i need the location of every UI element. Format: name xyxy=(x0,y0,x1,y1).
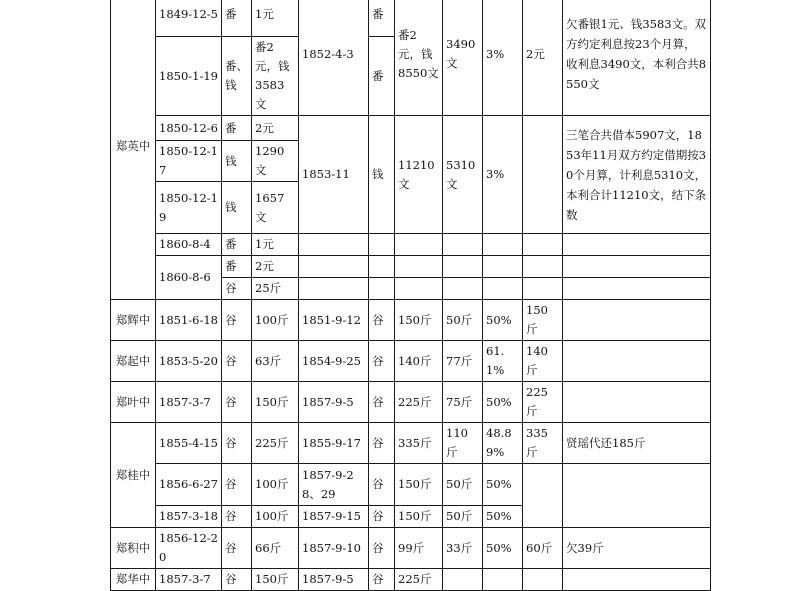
empty-cell xyxy=(483,234,523,256)
empty-cell xyxy=(299,234,369,256)
borrower-name: 郑桂中 xyxy=(111,423,156,528)
loan-amount: 225斤 xyxy=(252,423,299,464)
repay-total: 番2元，钱8550文 xyxy=(395,0,443,116)
paid: 150斤 xyxy=(523,300,563,341)
loan-date: 1860-8-4 xyxy=(156,234,222,256)
loan-amount: 2元 xyxy=(252,256,299,278)
note: 欠39斤 xyxy=(563,528,711,569)
loan-amount: 100斤 xyxy=(252,506,299,528)
loan-amount: 1元 xyxy=(252,234,299,256)
rate: 50% xyxy=(483,382,523,423)
loan-type: 谷 xyxy=(222,528,252,569)
interest: 75斤 xyxy=(443,382,483,423)
loan-amount: 63斤 xyxy=(252,341,299,382)
table-row xyxy=(111,528,711,569)
empty-cell xyxy=(395,234,443,256)
rate: 61.1% xyxy=(483,341,523,382)
table-row xyxy=(111,300,711,341)
table-row xyxy=(111,0,711,37)
interest: 77斤 xyxy=(443,341,483,382)
empty-cell xyxy=(369,234,395,256)
loan-date: 1850-1-19 xyxy=(156,37,222,116)
paid: 225斤 xyxy=(523,382,563,423)
loan-date: 1850-12-19 xyxy=(156,182,222,234)
note xyxy=(563,569,711,591)
repay-date: 1857-9-10 xyxy=(299,528,369,569)
table-row xyxy=(111,423,711,464)
empty-cell xyxy=(369,256,395,278)
interest-total: 2元 xyxy=(523,0,563,116)
note: 贤瑶代还185斤 xyxy=(563,423,711,464)
empty-cell xyxy=(443,256,483,278)
loan-date: 1850-12-17 xyxy=(156,141,222,182)
rate: 3% xyxy=(483,116,523,234)
table-row xyxy=(111,341,711,382)
borrower-name: 郑华中 xyxy=(111,569,156,591)
loan-date: 1851-6-18 xyxy=(156,300,222,341)
note xyxy=(563,382,711,423)
interest-total xyxy=(523,116,563,234)
paid: 60斤 xyxy=(523,528,563,569)
loan-date: 1857-3-7 xyxy=(156,382,222,423)
interest: 50斤 xyxy=(443,300,483,341)
empty-cell xyxy=(483,278,523,300)
borrower-name: 郑辉中 xyxy=(111,300,156,341)
loan-type: 谷 xyxy=(222,569,252,591)
loan-date: 1853-5-20 xyxy=(156,341,222,382)
interest xyxy=(443,569,483,591)
empty-cell xyxy=(369,278,395,300)
interest: 50斤 xyxy=(443,506,483,528)
note: 欠番银1元、钱3583文。双方约定利息按23个月算，收利息3490文，本利合共8550文 xyxy=(563,0,711,116)
borrower-name: 郑起中 xyxy=(111,341,156,382)
table-row xyxy=(111,569,711,591)
repay-date: 1857-9-5 xyxy=(299,569,369,591)
borrower-name: 郑积中 xyxy=(111,528,156,569)
paid: 335斤 xyxy=(523,423,563,464)
repay-date: 1857-9-5 xyxy=(299,382,369,423)
loan-date: 1855-4-15 xyxy=(156,423,222,464)
loan-type: 番 xyxy=(222,0,252,37)
note: 三笔合共借本5907文，1853年11月双方约定借期按30个月算，计利息5310文，本利合计11210文，结下条数 xyxy=(563,116,711,234)
loan-amount: 2元 xyxy=(252,116,299,141)
loan-type: 番、钱 xyxy=(222,37,252,116)
loan-type: 谷 xyxy=(222,506,252,528)
empty-cell xyxy=(563,278,711,300)
loan-type: 谷 xyxy=(222,300,252,341)
empty-cell xyxy=(443,234,483,256)
loan-date: 1856-12-20 xyxy=(156,528,222,569)
repay-date: 1855-9-17 xyxy=(299,423,369,464)
table-row xyxy=(111,116,711,141)
rate: 3% xyxy=(483,0,523,116)
borrower-name: 郑英中 xyxy=(111,0,156,300)
repay-date: 1857-9-15 xyxy=(299,506,369,528)
loan-date: 1849-12-5 xyxy=(156,0,222,37)
repay-date: 1857-9-28、29 xyxy=(299,464,369,506)
empty-cell xyxy=(395,256,443,278)
repay-type: 谷 xyxy=(369,506,395,528)
interest: 3490文 xyxy=(443,0,483,116)
loan-amount: 1657文 xyxy=(252,182,299,234)
table-row xyxy=(111,464,711,506)
empty-cell xyxy=(523,278,563,300)
rate: 50% xyxy=(483,506,523,528)
note xyxy=(563,464,711,528)
table-row xyxy=(111,382,711,423)
repay-date: 1854-9-25 xyxy=(299,341,369,382)
loan-type: 番 xyxy=(222,234,252,256)
loan-amount: 1290文 xyxy=(252,141,299,182)
note xyxy=(563,300,711,341)
repay-total: 99斤 xyxy=(395,528,443,569)
loan-type: 钱 xyxy=(222,182,252,234)
interest: 5310文 xyxy=(443,116,483,234)
empty-cell xyxy=(443,278,483,300)
borrower-name: 郑叶中 xyxy=(111,382,156,423)
repay-type: 谷 xyxy=(369,382,395,423)
loan-amount: 1元 xyxy=(252,0,299,37)
repay-total: 150斤 xyxy=(395,464,443,506)
repay-total: 335斤 xyxy=(395,423,443,464)
rate xyxy=(483,569,523,591)
repay-type: 谷 xyxy=(369,341,395,382)
repay-total: 11210文 xyxy=(395,116,443,234)
loan-amount: 番2元，钱3583文 xyxy=(252,37,299,116)
rate: 50% xyxy=(483,300,523,341)
loan-type: 谷 xyxy=(222,423,252,464)
loan-date: 1857-3-18 xyxy=(156,506,222,528)
loan-type: 谷 xyxy=(222,382,252,423)
loan-amount: 100斤 xyxy=(252,300,299,341)
empty-cell xyxy=(523,256,563,278)
empty-cell xyxy=(395,278,443,300)
loan-date: 1857-3-7 xyxy=(156,569,222,591)
loan-type: 谷 xyxy=(222,464,252,506)
loan-type: 番 xyxy=(222,116,252,141)
loan-amount: 100斤 xyxy=(252,464,299,506)
repay-type: 钱 xyxy=(369,116,395,234)
repay-type: 谷 xyxy=(369,300,395,341)
empty-cell xyxy=(563,234,711,256)
loan-date: 1856-6-27 xyxy=(156,464,222,506)
loan-date: 1850-12-6 xyxy=(156,116,222,141)
repay-total: 225斤 xyxy=(395,569,443,591)
rate: 50% xyxy=(483,528,523,569)
interest: 110斤 xyxy=(443,423,483,464)
loan-type: 谷 xyxy=(222,278,252,300)
loan-type: 钱 xyxy=(222,141,252,182)
interest: 50斤 xyxy=(443,464,483,506)
loan-amount: 150斤 xyxy=(252,569,299,591)
interest: 33斤 xyxy=(443,528,483,569)
repay-date: 1852-4-3 xyxy=(299,0,369,116)
paid xyxy=(523,569,563,591)
empty-cell xyxy=(483,256,523,278)
table-row xyxy=(111,234,711,256)
loan-date: 1860-8-6 xyxy=(156,256,222,300)
repay-type: 谷 xyxy=(369,528,395,569)
repay-total: 225斤 xyxy=(395,382,443,423)
note xyxy=(563,341,711,382)
rate: 48.89% xyxy=(483,423,523,464)
paid xyxy=(523,464,563,528)
repay-type: 谷 xyxy=(369,569,395,591)
repay-date: 1853-11 xyxy=(299,116,369,234)
repay-date: 1851-9-12 xyxy=(299,300,369,341)
table-row xyxy=(111,256,711,278)
repay-type: 番 xyxy=(369,37,395,116)
repay-total: 140斤 xyxy=(395,341,443,382)
repay-type: 谷 xyxy=(369,423,395,464)
loan-amount: 66斤 xyxy=(252,528,299,569)
empty-cell xyxy=(523,234,563,256)
paid: 140斤 xyxy=(523,341,563,382)
empty-cell xyxy=(563,256,711,278)
loan-type: 番 xyxy=(222,256,252,278)
repay-type: 番 xyxy=(369,0,395,37)
loan-type: 谷 xyxy=(222,341,252,382)
rate: 50% xyxy=(483,464,523,506)
empty-cell xyxy=(299,256,369,278)
repay-total: 150斤 xyxy=(395,506,443,528)
empty-cell xyxy=(299,278,369,300)
loan-amount: 25斤 xyxy=(252,278,299,300)
repay-type: 谷 xyxy=(369,464,395,506)
repay-total: 150斤 xyxy=(395,300,443,341)
loan-ledger-table xyxy=(110,0,711,591)
loan-amount: 150斤 xyxy=(252,382,299,423)
